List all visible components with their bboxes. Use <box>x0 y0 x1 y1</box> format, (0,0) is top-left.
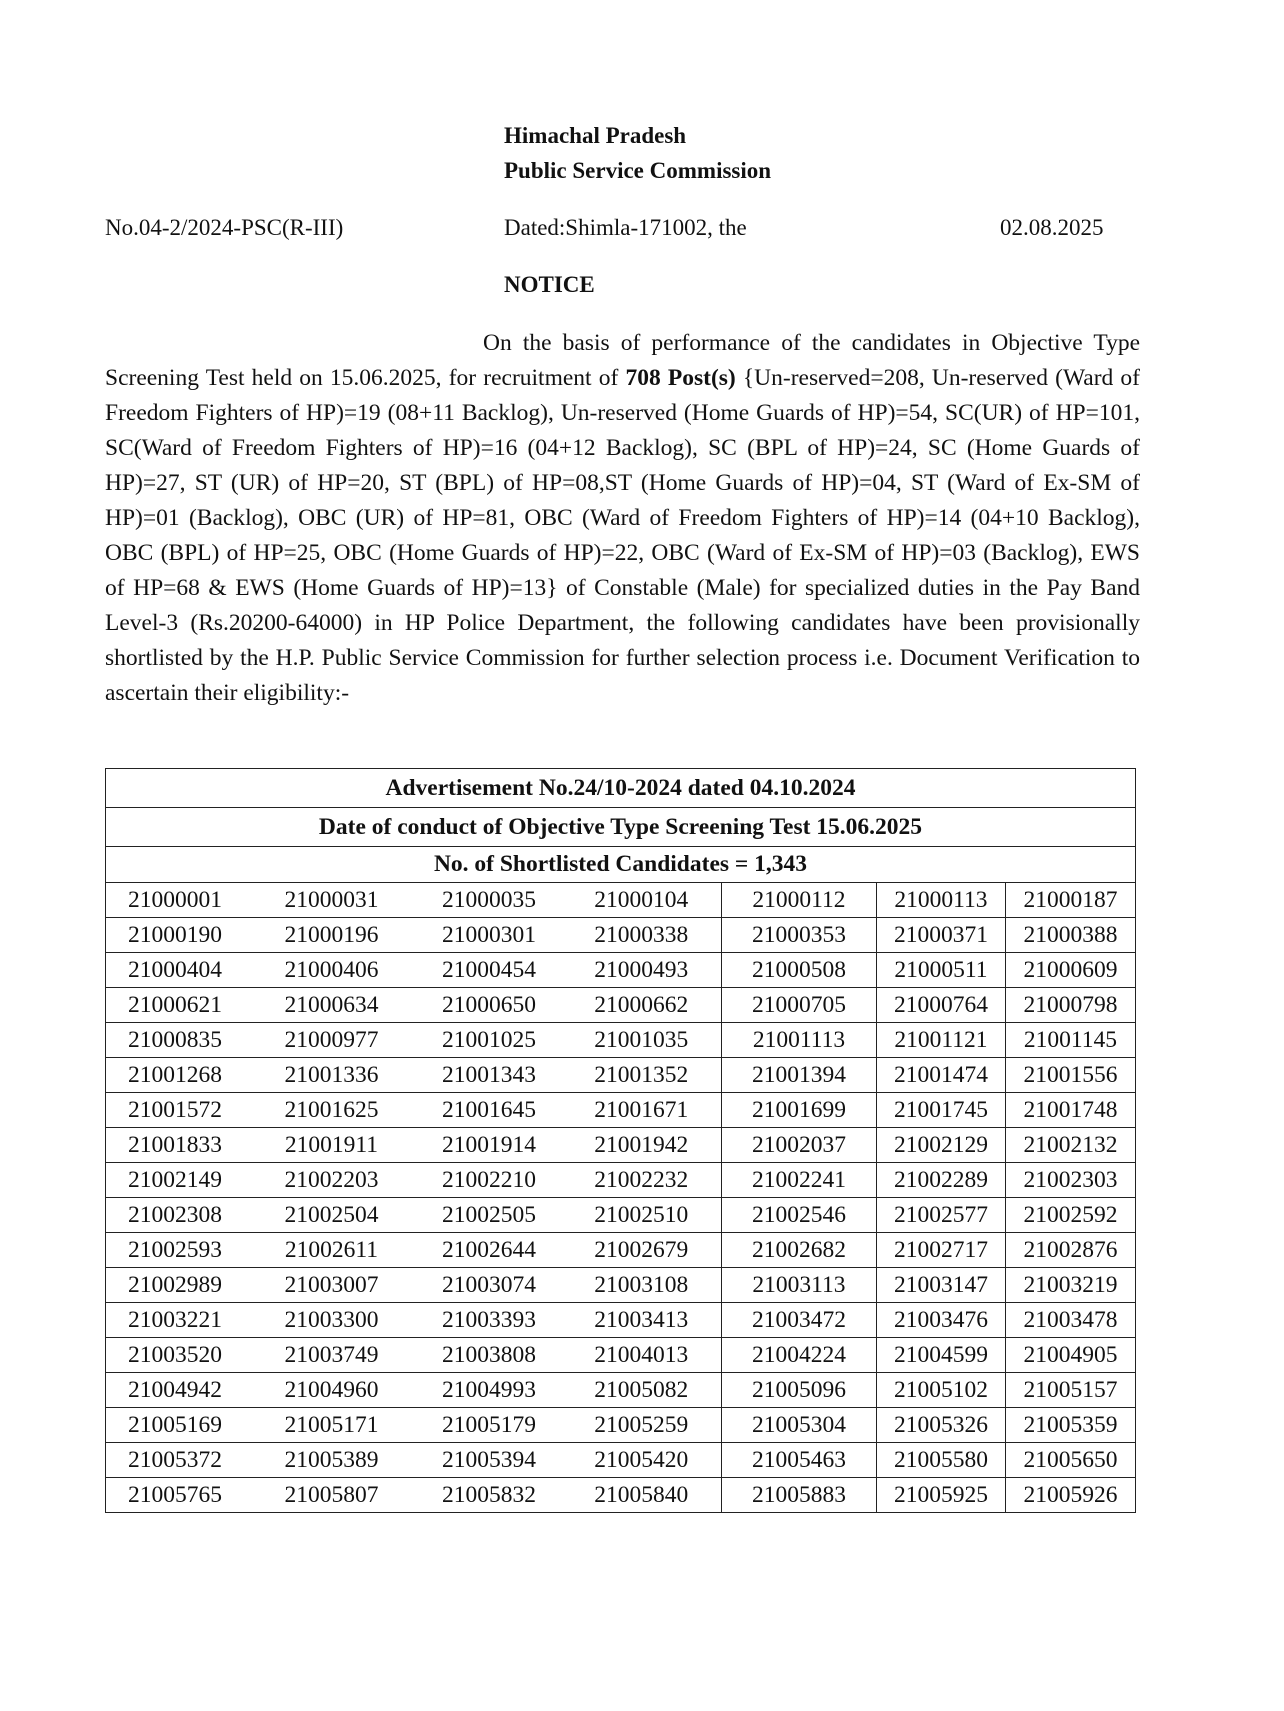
roll-number-cell: 21002203 <box>247 1163 417 1198</box>
roll-number-cell: 21005171 <box>247 1408 417 1443</box>
roll-number-cell: 21000371 <box>877 918 1006 953</box>
roll-number-cell: 21005389 <box>247 1443 417 1478</box>
roll-number-cell: 21003393 <box>417 1303 562 1338</box>
roll-number-cell: 21002577 <box>877 1198 1006 1233</box>
dated-place: Dated:Shimla-171002, the <box>504 215 747 240</box>
roll-number-cell: 21003300 <box>247 1303 417 1338</box>
roll-number-cell: 21002505 <box>417 1198 562 1233</box>
roll-number-cell: 21003108 <box>562 1268 722 1303</box>
table-row <box>106 883 1136 918</box>
roll-number-cell: 21000798 <box>1006 988 1136 1023</box>
roll-number-cell: 21005096 <box>722 1373 877 1408</box>
roll-number-cell: 21002241 <box>722 1163 877 1198</box>
roll-number-cell: 21001625 <box>247 1093 417 1128</box>
roll-number-cell: 21000187 <box>1006 883 1136 918</box>
roll-number-cell: 21005157 <box>1006 1373 1136 1408</box>
roll-number-cell: 21003147 <box>877 1268 1006 1303</box>
roll-number-cell: 21002232 <box>562 1163 722 1198</box>
roll-number-cell: 21004905 <box>1006 1338 1136 1373</box>
roll-number-cell: 21000031 <box>247 883 417 918</box>
roll-number-cell: 21004224 <box>722 1338 877 1373</box>
test-date-title: Date of conduct of Objective Type Screening Test 15.06.2025 <box>106 808 1136 847</box>
roll-number-cell: 21003219 <box>1006 1268 1136 1303</box>
roll-number-cell: 21000650 <box>417 988 562 1023</box>
table-row <box>106 1128 1136 1163</box>
table-row <box>106 1303 1136 1338</box>
roll-number-cell: 21001268 <box>106 1058 247 1093</box>
roll-number-cell: 21005082 <box>562 1373 722 1408</box>
table-row <box>106 1198 1136 1233</box>
roll-number-cell: 21000404 <box>106 953 247 988</box>
roll-number-cell: 21001748 <box>1006 1093 1136 1128</box>
roll-number-cell: 21000609 <box>1006 953 1136 988</box>
roll-number-cell: 21002129 <box>877 1128 1006 1163</box>
roll-number-cell: 21005359 <box>1006 1408 1136 1443</box>
org-name-line1: Himachal Pradesh <box>504 123 687 148</box>
roll-number-cell: 21001474 <box>877 1058 1006 1093</box>
roll-number-cell: 21005326 <box>877 1408 1006 1443</box>
shortlisted-count-title: No. of Shortlisted Candidates = 1,343 <box>106 847 1136 883</box>
roll-number-cell: 21004993 <box>417 1373 562 1408</box>
roll-number-cell: 21004013 <box>562 1338 722 1373</box>
roll-number-cell: 21003808 <box>417 1338 562 1373</box>
roll-number-cell: 21001121 <box>877 1023 1006 1058</box>
org-name-line2: Public Service Commission <box>504 158 772 183</box>
posts-count: 708 Post(s) <box>625 365 736 391</box>
roll-number-cell: 21005926 <box>1006 1478 1136 1513</box>
roll-number-cell: 21002289 <box>877 1163 1006 1198</box>
roll-number-cell: 21003007 <box>247 1268 417 1303</box>
table-title-row <box>106 808 1136 847</box>
table-title-row <box>106 769 1136 808</box>
roll-number-cell: 21005765 <box>106 1478 247 1513</box>
roll-number-cell: 21001145 <box>1006 1023 1136 1058</box>
roll-number-cell: 21000511 <box>877 953 1006 988</box>
roll-number-cell: 21003113 <box>722 1268 877 1303</box>
table-row <box>106 1268 1136 1303</box>
roll-number-cell: 21004942 <box>106 1373 247 1408</box>
roll-number-cell: 21000764 <box>877 988 1006 1023</box>
roll-number-cell: 21001833 <box>106 1128 247 1163</box>
roll-number-cell: 21001699 <box>722 1093 877 1128</box>
roll-number-cell: 21003749 <box>247 1338 417 1373</box>
roll-number-cell: 21005650 <box>1006 1443 1136 1478</box>
roll-number-cell: 21005394 <box>417 1443 562 1478</box>
table-row <box>106 1478 1136 1513</box>
roll-number-cell: 21003221 <box>106 1303 247 1338</box>
roll-number-cell: 21002303 <box>1006 1163 1136 1198</box>
roll-number-cell: 21005372 <box>106 1443 247 1478</box>
roll-number-cell: 21005420 <box>562 1443 722 1478</box>
roll-number-cell: 21000662 <box>562 988 722 1023</box>
roll-number-cell: 21001025 <box>417 1023 562 1058</box>
roll-number-cell: 21002682 <box>722 1233 877 1268</box>
roll-number-cell: 21000705 <box>722 988 877 1023</box>
body-part1: On the basis of performance of the candidates in Objective Type Screening Test held on 15.06.2025, for recruitment of <box>105 330 1140 391</box>
roll-number-cell: 21001572 <box>106 1093 247 1128</box>
roll-number-cell: 21001914 <box>417 1128 562 1163</box>
roll-number-cell: 21002876 <box>1006 1233 1136 1268</box>
table-row <box>106 1408 1136 1443</box>
table-row <box>106 1338 1136 1373</box>
roll-number-cell: 21001911 <box>247 1128 417 1163</box>
roll-number-cell: 21001343 <box>417 1058 562 1093</box>
roll-number-cell: 21004960 <box>247 1373 417 1408</box>
table-title-row <box>106 847 1136 883</box>
roll-number-cell: 21002037 <box>722 1128 877 1163</box>
roll-number-cell: 21005179 <box>417 1408 562 1443</box>
notice-date: 02.08.2025 <box>1000 215 1104 240</box>
roll-number-cell: 21001645 <box>417 1093 562 1128</box>
roll-number-cell: 21002132 <box>1006 1128 1136 1163</box>
roll-number-cell: 21001394 <box>722 1058 877 1093</box>
table-row <box>106 918 1136 953</box>
roll-number-cell: 21001113 <box>722 1023 877 1058</box>
roll-number-cell: 21002679 <box>562 1233 722 1268</box>
roll-number-cell: 21003520 <box>106 1338 247 1373</box>
roll-number-cell: 21000190 <box>106 918 247 953</box>
roll-number-cell: 21005840 <box>562 1478 722 1513</box>
roll-number-cell: 21000406 <box>247 953 417 988</box>
advertisement-title: Advertisement No.24/10-2024 dated 04.10.2024 <box>106 769 1136 808</box>
roll-number-cell: 21003476 <box>877 1303 1006 1338</box>
roll-number-cell: 21000353 <box>722 918 877 953</box>
notice-title: NOTICE <box>504 272 595 297</box>
roll-number-cell: 21002210 <box>417 1163 562 1198</box>
roll-number-cell: 21002611 <box>247 1233 417 1268</box>
table-row <box>106 1443 1136 1478</box>
roll-number-cell: 21001942 <box>562 1128 722 1163</box>
roll-number-cell: 21002308 <box>106 1198 247 1233</box>
roll-number-cell: 21000196 <box>247 918 417 953</box>
table-row <box>106 1058 1136 1093</box>
roll-number-cell: 21002593 <box>106 1233 247 1268</box>
roll-number-cell: 21003074 <box>417 1268 562 1303</box>
body-part2: {Un-reserved=208, Un-reserved (Ward of Freedom Fighters of HP)=19 (08+11 Backlog), Un-reserved (Home Guards of HP)=54, SC(UR) of HP=101, SC(Ward of Freedom Fighters of HP)=16 (04+12 Backlog), SC (BPL of HP)=24, SC (Home Guards of HP)=27, ST (UR) of HP=20, ST (BPL) of HP=08,ST (Home Guards of HP)=04, ST (Ward of Ex-SM of HP)=01 (Backlog), OBC (UR) of HP=81, OBC (Ward of Freedom Fighters of HP)=14 (04+10 Backlog), OBC (BPL) of HP=25, OBC (Home Guards of HP)=22, OBC (Ward of Ex-SM of HP)=03 (Backlog), EWS of HP=68 & EWS (Home Guards of HP)=13} of Constable (Male) for specialized duties in the Pay Band Level-3 (Rs.20200-64000) in HP Police Department, the following candidates have been provisionally shortlisted by the H.P. Public Service Commission for further selection process i.e. Document Verification to ascertain their eligibility:- <box>105 365 1140 706</box>
roll-number-cell: 21005463 <box>722 1443 877 1478</box>
roll-number-cell: 21000454 <box>417 953 562 988</box>
roll-number-cell: 21002546 <box>722 1198 877 1233</box>
roll-number-cell: 21000977 <box>247 1023 417 1058</box>
table-row <box>106 953 1136 988</box>
table-row <box>106 988 1136 1023</box>
roll-number-cell: 21000388 <box>1006 918 1136 953</box>
roll-number-cell: 21000112 <box>722 883 877 918</box>
roll-number-cell: 21000493 <box>562 953 722 988</box>
roll-number-cell: 21005169 <box>106 1408 247 1443</box>
roll-number-cell: 21001745 <box>877 1093 1006 1128</box>
roll-number-cell: 21000035 <box>417 883 562 918</box>
shortlisted-candidates-table <box>105 768 1136 1513</box>
table-row <box>106 1163 1136 1198</box>
roll-number-cell: 21002989 <box>106 1268 247 1303</box>
roll-number-cell: 21001671 <box>562 1093 722 1128</box>
roll-number-cell: 21000104 <box>562 883 722 918</box>
roll-number-cell: 21000621 <box>106 988 247 1023</box>
roll-number-cell: 21002149 <box>106 1163 247 1198</box>
roll-number-cell: 21005832 <box>417 1478 562 1513</box>
roll-number-cell: 21000113 <box>877 883 1006 918</box>
roll-number-cell: 21001035 <box>562 1023 722 1058</box>
roll-number-cell: 21001556 <box>1006 1058 1136 1093</box>
roll-number-cell: 21003478 <box>1006 1303 1136 1338</box>
roll-number-cell: 21005580 <box>877 1443 1006 1478</box>
roll-number-cell: 21003472 <box>722 1303 877 1338</box>
roll-number-cell: 21002510 <box>562 1198 722 1233</box>
table-row <box>106 1233 1136 1268</box>
roll-number-cell: 21002717 <box>877 1233 1006 1268</box>
roll-number-cell: 21001352 <box>562 1058 722 1093</box>
roll-number-cell: 21000301 <box>417 918 562 953</box>
roll-number-cell: 21000835 <box>106 1023 247 1058</box>
roll-number-cell: 21000634 <box>247 988 417 1023</box>
notice-body <box>105 326 1140 711</box>
roll-number-cell: 21005304 <box>722 1408 877 1443</box>
roll-number-cell: 21000001 <box>106 883 247 918</box>
roll-number-cell: 21000508 <box>722 953 877 988</box>
roll-number-cell: 21000338 <box>562 918 722 953</box>
roll-number-cell: 21005925 <box>877 1478 1006 1513</box>
roll-number-cell: 21001336 <box>247 1058 417 1093</box>
table-row <box>106 1373 1136 1408</box>
roll-number-cell: 21002644 <box>417 1233 562 1268</box>
roll-number-cell: 21003413 <box>562 1303 722 1338</box>
roll-number-cell: 21005102 <box>877 1373 1006 1408</box>
roll-number-cell: 21002504 <box>247 1198 417 1233</box>
table-row <box>106 1023 1136 1058</box>
roll-number-cell: 21002592 <box>1006 1198 1136 1233</box>
roll-number-cell: 21005259 <box>562 1408 722 1443</box>
table-row <box>106 1093 1136 1128</box>
reference-number: No.04-2/2024-PSC(R-III) <box>105 215 344 240</box>
roll-number-cell: 21005807 <box>247 1478 417 1513</box>
roll-number-cell: 21004599 <box>877 1338 1006 1373</box>
roll-number-cell: 21005883 <box>722 1478 877 1513</box>
